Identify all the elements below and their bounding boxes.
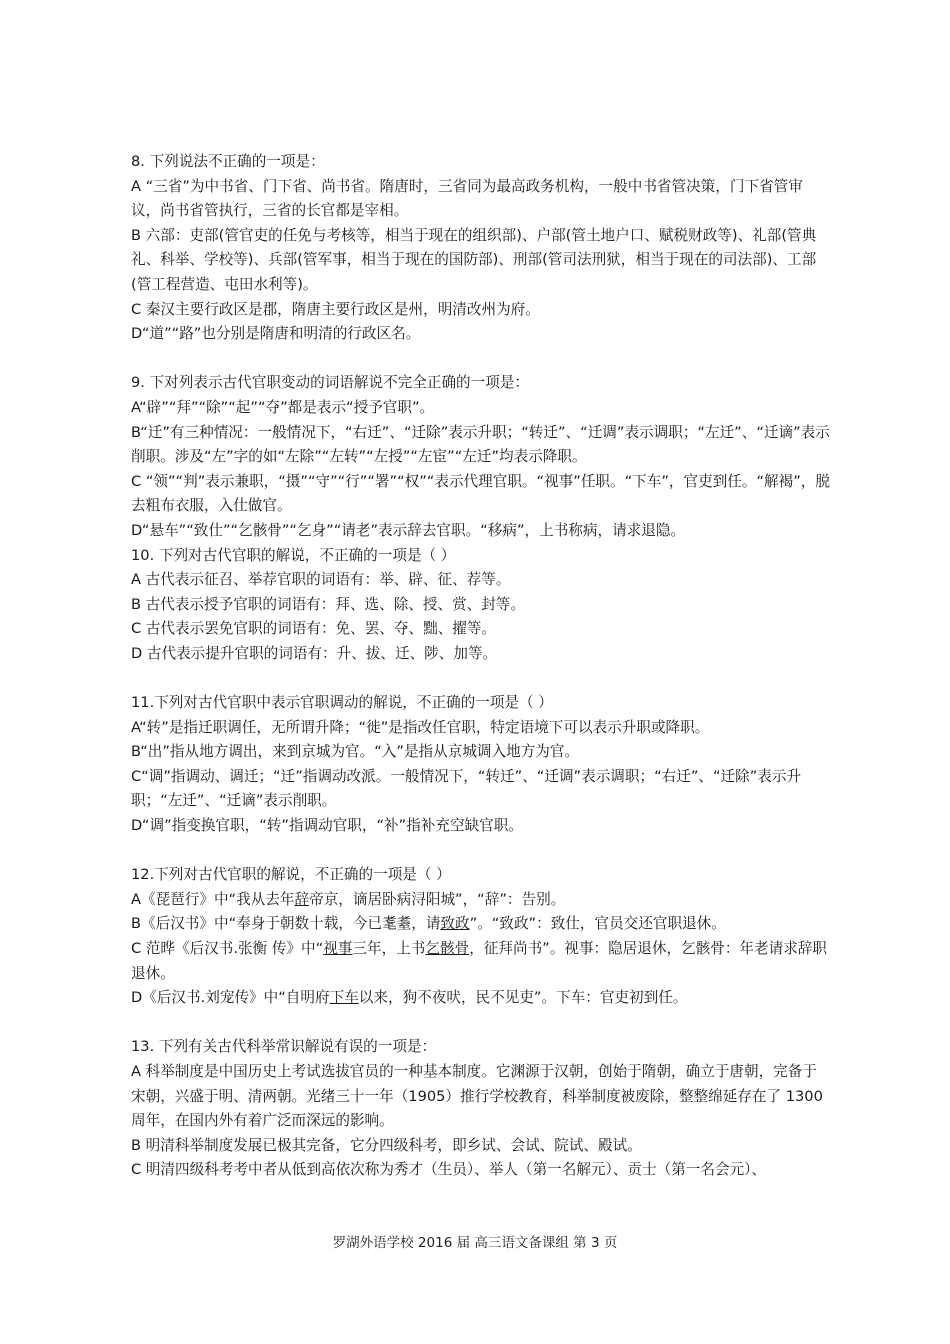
option-a: A“辟”“拜”“除”“起”“夺”都是表示“授予官职”。 bbox=[131, 398, 435, 416]
option-b: B 六部：吏部(管官吏的任免与考核等，相当于现在的组织部)、户部(管土地户口、赋税财政等)、礼部(管典礼、科举、学校等)、兵部(管军事，相当于现在的国防部)、刑部(管司法刑狱，相当于现在的司法部)、工部(管工程营造、屯田水利等)。 bbox=[131, 226, 817, 293]
option-c: C“调”指调动、调迁；“迁”指调动改派。一般情况下，“转迁”、“迁调”表示调职；“右迁”、“迁除”表示升职；“左迁”、“迁谪”表示削职。 bbox=[131, 767, 802, 810]
option-d: D“悬车”“致仕”“乞骸骨”“乞身”“请老”表示辞去官职。“移病”，上书称病，请求退隐。 bbox=[131, 521, 686, 539]
underlined-term: 致政 bbox=[440, 915, 470, 933]
question-9 bbox=[131, 371, 831, 543]
option-d: D“调”指变换官职，“转”指调动官职，“补”指补充空缺官职。 bbox=[131, 817, 523, 835]
question-title: 12.下列对古代官职的解说，不正确的一项是（ ） bbox=[131, 866, 451, 884]
option-d: D“道”“路”也分别是隋唐和明清的行政区名。 bbox=[131, 325, 421, 343]
question-8 bbox=[131, 150, 831, 347]
option-c: C 明清四级科考考中者从低到高依次称为秀才（生员）、举人（第一名解元）、贡士（第一名会元）、 bbox=[131, 1161, 767, 1179]
text-segment: ”。“致政”：致仕，官员交还官职退休。 bbox=[469, 915, 726, 933]
question-10 bbox=[131, 544, 831, 667]
text-segment: 帝京，谪居卧病浔阳城”，“辞”：告别。 bbox=[309, 890, 566, 908]
text-segment: A《琵琶行》中“我从去年 bbox=[131, 890, 295, 908]
text-segment: 三年，上书 bbox=[352, 940, 426, 957]
question-title: 9. 下对列表示古代官职变动的词语解说不完全正确的一项是： bbox=[131, 374, 530, 392]
question-title: 13. 下列有关古代科举常识解说有误的一项是： bbox=[131, 1038, 437, 1056]
underlined-term: 乞骸骨 bbox=[425, 940, 470, 957]
question-title: 10. 下列对古代官职的解说，不正确的一项是（ ） bbox=[131, 546, 456, 564]
option-a: A “三省”为中书省、门下省、尚书省。隋唐时，三省同为最高政务机构，一般中书省管决策，门下省管审议，尚书省管执行，三省的长官都是宰相。 bbox=[131, 177, 803, 220]
document-body bbox=[131, 150, 831, 1183]
option-b: B“出”指从地方调出，来到京城为官。“入”是指从京城调入地方为官。 bbox=[131, 743, 580, 761]
page-footer: 罗湖外语学校 2016 届 高三语文备课组 第 3 页 bbox=[332, 1235, 618, 1251]
option-d bbox=[131, 986, 831, 1011]
option-a: A 科举制度是中国历史上考试选拔官员的一种基本制度。它渊源于汉朝，创始于隋朝，确立于唐朝，完备于宋朝，兴盛于明、清两朝。光绪三十一年（1905）推行学校教育，科举制度被废除，整整绵延存在了 1300 周年，在国内外有着广泛而深远的影响。 bbox=[131, 1062, 823, 1130]
option-a: A 古代表示征召、举荐官职的词语有：举、辟、征、荐等。 bbox=[131, 571, 511, 589]
question-13 bbox=[131, 1035, 831, 1183]
text-segment: ，征拜尚书”。视事：隐居退休，乞骸骨：年老请求辞职退休。 bbox=[131, 940, 828, 982]
underlined-term: 辞 bbox=[294, 890, 310, 908]
text-segment: B《后汉书》中“奉身于朝数十载，今已耄耋，请 bbox=[131, 915, 441, 933]
question-11 bbox=[131, 691, 831, 839]
underlined-term: 下车 bbox=[329, 989, 359, 1007]
text-segment: D《后汉书.刘宠传》中“自明府 bbox=[131, 989, 330, 1007]
text-segment: C 范晔《后汉书.张衡 传》中“ bbox=[131, 940, 324, 957]
option-b: B 古代表示授予官职的词语有：拜、选、除、授、赏、封等。 bbox=[131, 595, 526, 613]
option-d: D 古代表示提升官职的词语有：升、拔、迁、陟、加等。 bbox=[131, 644, 498, 662]
option-b: B“迁”有三种情况：一般情况下，“右迁”、“迁除”表示升职；“转迁”、“迁调”表示调职；“左迁”、“迁谪”表示削职。涉及“左”字的如“左除”“左转”“左授”“左宦”“左迁”均表示降职。 bbox=[131, 423, 830, 466]
question-title: 8. 下列说法不正确的一项是： bbox=[131, 153, 325, 170]
underlined-term: 视事 bbox=[323, 940, 353, 957]
option-c: C 古代表示罢免官职的词语有：免、罢、夺、黜、擢等。 bbox=[131, 620, 497, 638]
question-title: 11.下列对古代官职中表示官职调动的解说，不正确的一项是（ ） bbox=[131, 694, 553, 712]
option-a bbox=[131, 888, 831, 913]
option-c: C “领”“判”表示兼职，“摄”“守”“行”“署”“权”“表示代理官职。“视事”任职。“下车”，官吏到任。“解褐”，脱去粗布衣服，入仕做官。 bbox=[131, 472, 830, 515]
option-b: B 明清科举制度发展已极其完备，它分四级科考，即乡试、会试、院试、殿试。 bbox=[131, 1136, 642, 1154]
option-a: A“转”是指迁职调任，无所谓升降；“徙”是指改任官职，特定语境下可以表示升职或降职。 bbox=[131, 718, 710, 736]
text-segment: 以来，狗不夜吠，民不见吏”。下车：官吏初到任。 bbox=[358, 989, 688, 1007]
question-12 bbox=[131, 863, 831, 1011]
option-c bbox=[131, 937, 831, 986]
option-c: C 秦汉主要行政区是郡，隋唐主要行政区是州，明清改州为府。 bbox=[131, 300, 540, 318]
option-b bbox=[131, 912, 831, 937]
